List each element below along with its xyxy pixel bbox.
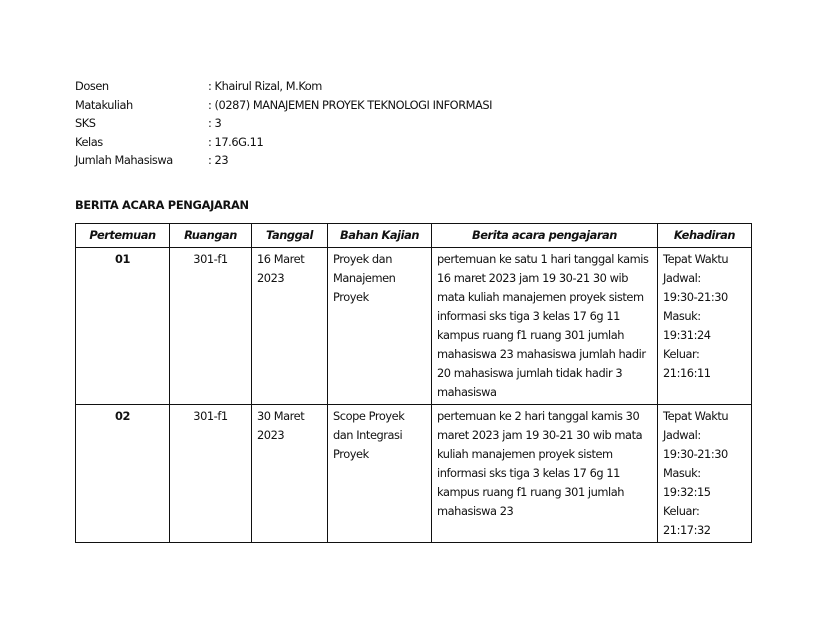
kehadiran-status: Tepat Waktu [663, 252, 729, 266]
info-label: Dosen [75, 79, 109, 93]
cell-pertemuan: 01 [76, 248, 170, 405]
cell-tanggal: 16 Maret 2023 [252, 248, 328, 405]
info-value: : (0287) MANAJEMEN PROYEK TEKNOLOGI INFORMASI [208, 97, 493, 112]
column-header-tanggal: Tanggal [252, 224, 328, 248]
info-label: Kelas [75, 134, 103, 149]
info-row-sks [75, 114, 492, 133]
info-row-jumlah-mahasiswa [75, 151, 492, 170]
column-header-berita-acara: Berita acara pengajaran [432, 224, 658, 248]
cell-pertemuan: 02 [76, 405, 170, 543]
kehadiran-masuk-label: Masuk: [663, 466, 701, 480]
cell-kehadiran [658, 405, 752, 543]
kehadiran-keluar-label: Keluar: [663, 504, 700, 518]
info-label: Jumlah Mahasiswa [75, 153, 173, 168]
cell-berita-acara: pertemuan ke 2 hari tanggal kamis 30 maret 2023 jam 19 30-21 30 wib mata kuliah manajemen proyek sistem informasi sks tiga 3 kelas 17 6g 11 kampus ruang f1 ruang 301 jumlah mahasiswa 23 [432, 405, 658, 543]
table-row [76, 248, 752, 405]
section-heading: BERITA ACARA PENGAJARAN [75, 198, 249, 212]
kehadiran-masuk-value: 19:32:15 [663, 485, 711, 499]
cell-kehadiran [658, 248, 752, 405]
cell-ruangan: 301-f1 [170, 248, 252, 405]
kehadiran-status: Tepat Waktu [663, 409, 729, 423]
kehadiran-keluar-value: 21:16:11 [663, 366, 711, 380]
column-header-bahan-kajian: Bahan Kajian [328, 224, 432, 248]
info-value: : Khairul Rizal, M.Kom [208, 79, 322, 93]
table-row [76, 405, 752, 543]
kehadiran-jadwal-value: 19:30-21:30 [663, 447, 728, 461]
cell-ruangan: 301-f1 [170, 405, 252, 543]
cell-bahan-kajian: Scope Proyek dan Integrasi Proyek [328, 405, 432, 543]
column-header-pertemuan: Pertemuan [76, 224, 170, 248]
kehadiran-jadwal-label: Jadwal: [663, 271, 701, 285]
kehadiran-masuk-label: Masuk: [663, 309, 701, 323]
info-value: : 23 [208, 153, 229, 168]
info-label: SKS [75, 116, 96, 131]
info-row-dosen [75, 77, 492, 96]
course-info [75, 77, 492, 170]
table-header-row [76, 224, 752, 248]
cell-bahan-kajian: Proyek dan Manajemen Proyek [328, 248, 432, 405]
column-header-ruangan: Ruangan [170, 224, 252, 248]
info-label: Matakuliah [75, 97, 133, 112]
kehadiran-jadwal-label: Jadwal: [663, 428, 701, 442]
cell-tanggal: 30 Maret 2023 [252, 405, 328, 543]
info-row-kelas [75, 133, 492, 152]
kehadiran-jadwal-value: 19:30-21:30 [663, 290, 728, 304]
kehadiran-masuk-value: 19:31:24 [663, 328, 711, 342]
info-row-matakuliah [75, 96, 492, 115]
column-header-kehadiran: Kehadiran [658, 224, 752, 248]
teaching-report-table [75, 223, 752, 543]
info-value: : 17.6G.11 [208, 134, 264, 149]
cell-berita-acara: pertemuan ke satu 1 hari tanggal kamis 16 maret 2023 jam 19 30-21 30 wib mata kuliah manajemen proyek sistem informasi sks tiga 3 kelas 17 6g 11 kampus ruang f1 ruang 301 jumlah mahasiswa 23 mahasiswa jumlah hadir 20 mahasiswa jumlah tidak hadir 3 mahasiswa [432, 248, 658, 405]
kehadiran-keluar-label: Keluar: [663, 347, 700, 361]
kehadiran-keluar-value: 21:17:32 [663, 523, 711, 537]
info-value: : 3 [208, 116, 222, 131]
